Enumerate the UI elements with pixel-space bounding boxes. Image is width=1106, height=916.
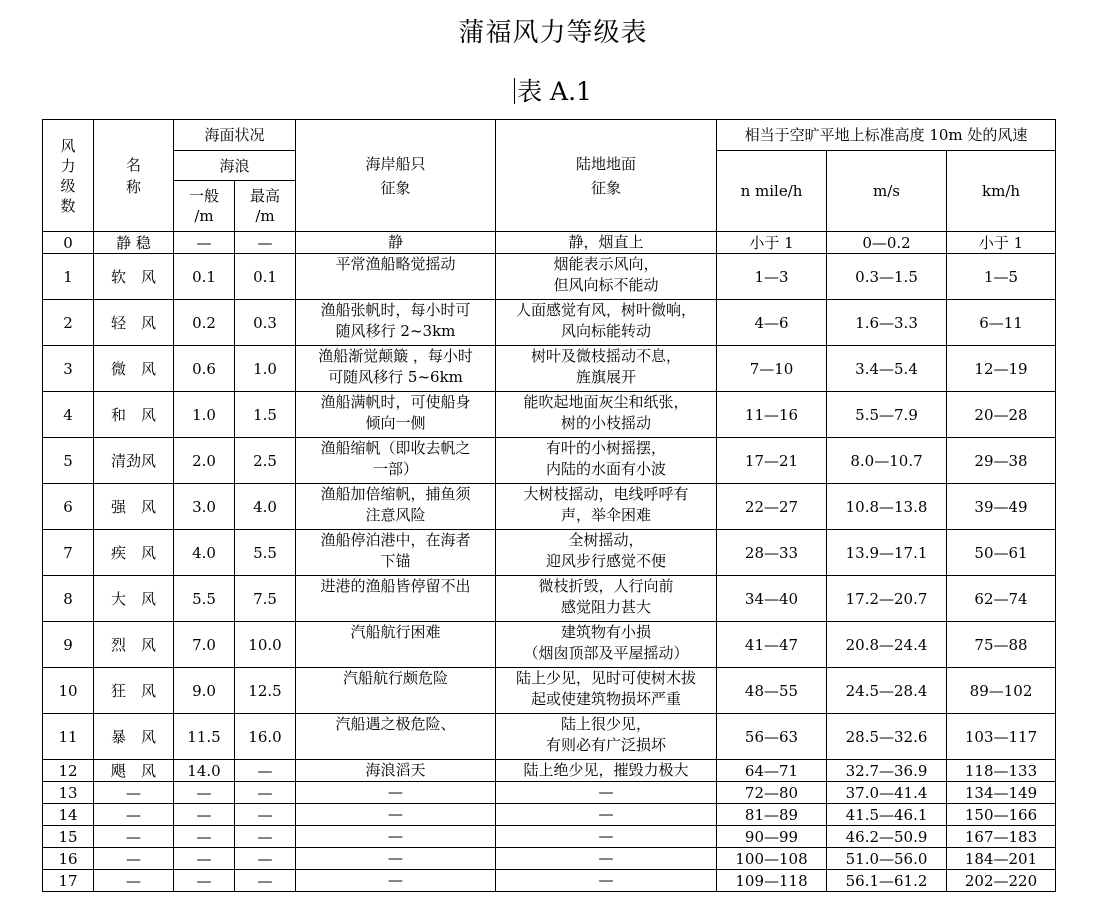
wave-avg-cell: 0.6 xyxy=(174,346,235,392)
land-sign-cell: 烟能表示风向， 但风向标不能动 xyxy=(496,254,717,300)
ship-sign-cell: 渔船张帆时，每小时可 随风移行 2~3km xyxy=(296,300,496,346)
name-cell: 暴 风 xyxy=(94,714,174,760)
header-wave-avg-text: 一般 /m xyxy=(188,187,219,225)
ship-sign-cell: 渔船满帆时，可使船身 倾向一侧 xyxy=(296,392,496,438)
land-sign-cell: 人面感觉有风，树叶微响， 风向标能转动 xyxy=(496,300,717,346)
knots-cell: 22—27 xyxy=(717,484,827,530)
document-title: 蒲福风力等级表 xyxy=(458,18,648,48)
land-sign-cell: — xyxy=(496,870,717,892)
wave-avg-cell: — xyxy=(174,232,235,254)
name-cell: — xyxy=(94,826,174,848)
level-cell: 5 xyxy=(43,438,94,484)
kmh-cell: 89—102 xyxy=(947,668,1056,714)
land-sign-cell: — xyxy=(496,848,717,870)
wave-max-cell: 16.0 xyxy=(235,714,296,760)
knots-cell: 17—21 xyxy=(717,438,827,484)
land-sign-cell: 大树枝摇动，电线呼呼有 声，举伞困难 xyxy=(496,484,717,530)
land-sign-cell: 能吹起地面灰尘和纸张， 树的小枝摇动 xyxy=(496,392,717,438)
knots-cell: 109—118 xyxy=(717,870,827,892)
name-cell: 轻 风 xyxy=(94,300,174,346)
kmh-cell: 184—201 xyxy=(947,848,1056,870)
name-cell: — xyxy=(94,782,174,804)
name-cell: 狂 风 xyxy=(94,668,174,714)
header-level-text: 风 力 级 数 xyxy=(60,136,76,215)
name-cell: 微 风 xyxy=(94,346,174,392)
ms-cell: 28.5—32.6 xyxy=(827,714,947,760)
wave-max-cell: — xyxy=(235,870,296,892)
kmh-cell: 50—61 xyxy=(947,530,1056,576)
knots-cell: 90—99 xyxy=(717,826,827,848)
ms-cell: 5.5—7.9 xyxy=(827,392,947,438)
kmh-cell: 150—166 xyxy=(947,804,1056,826)
name-cell: 和 风 xyxy=(94,392,174,438)
wave-max-cell: 0.3 xyxy=(235,300,296,346)
wave-avg-cell: — xyxy=(174,826,235,848)
level-cell: 10 xyxy=(43,668,94,714)
name-cell: 疾 风 xyxy=(94,530,174,576)
kmh-cell: 167—183 xyxy=(947,826,1056,848)
wave-avg-cell: 0.1 xyxy=(174,254,235,300)
ship-sign-cell: — xyxy=(296,848,496,870)
land-sign-cell: 微枝折毁，人行向前 感觉阻力甚大 xyxy=(496,576,717,622)
wave-max-cell: — xyxy=(235,232,296,254)
ship-sign-cell: 渔船停泊港中，在海者 下锚 xyxy=(296,530,496,576)
level-cell: 15 xyxy=(43,826,94,848)
wave-max-cell: 5.5 xyxy=(235,530,296,576)
table-row xyxy=(43,714,1056,760)
kmh-cell: 39—49 xyxy=(947,484,1056,530)
knots-cell: 48—55 xyxy=(717,668,827,714)
ms-cell: 37.0—41.4 xyxy=(827,782,947,804)
wave-avg-cell: 3.0 xyxy=(174,484,235,530)
wave-max-cell: — xyxy=(235,804,296,826)
name-cell: 静 稳 xyxy=(94,232,174,254)
header-name-text: 名 称 xyxy=(125,155,141,196)
table-row xyxy=(43,782,1056,804)
wave-avg-cell: 0.2 xyxy=(174,300,235,346)
ms-cell: 32.7—36.9 xyxy=(827,760,947,782)
ship-sign-cell: — xyxy=(296,782,496,804)
level-cell: 9 xyxy=(43,622,94,668)
kmh-cell: 103—117 xyxy=(947,714,1056,760)
table-caption xyxy=(0,72,1106,108)
knots-cell: 28—33 xyxy=(717,530,827,576)
knots-cell: 11—16 xyxy=(717,392,827,438)
ship-sign-cell: 渔船缩帆（即收去帆之 一部） xyxy=(296,438,496,484)
header-wave-max-text: 最高 /m xyxy=(250,187,281,225)
table-row xyxy=(43,804,1056,826)
wave-avg-cell: — xyxy=(174,782,235,804)
kmh-cell: 20—28 xyxy=(947,392,1056,438)
header-wave-max xyxy=(235,181,296,232)
wave-max-cell: — xyxy=(235,782,296,804)
level-cell: 1 xyxy=(43,254,94,300)
ms-cell: 17.2—20.7 xyxy=(827,576,947,622)
name-cell: 清劲风 xyxy=(94,438,174,484)
kmh-cell: 6—11 xyxy=(947,300,1056,346)
table-row xyxy=(43,392,1056,438)
ship-sign-cell: 渔船加倍缩帆，捕鱼须 注意风险 xyxy=(296,484,496,530)
wave-avg-cell: 1.0 xyxy=(174,392,235,438)
wave-avg-cell: — xyxy=(174,848,235,870)
land-sign-cell: 建筑物有小损 （烟囱顶部及平屋摇动） xyxy=(496,622,717,668)
kmh-cell: 1—5 xyxy=(947,254,1056,300)
land-sign-cell: 陆上少见，见时可使树木拔 起或使建筑物损坏严重 xyxy=(496,668,717,714)
ms-cell: 10.8—13.8 xyxy=(827,484,947,530)
beaufort-table xyxy=(42,119,1056,892)
header-level xyxy=(43,120,94,232)
ms-cell: 56.1—61.2 xyxy=(827,870,947,892)
ship-sign-cell: 静 xyxy=(296,232,496,254)
name-cell: 飓 风 xyxy=(94,760,174,782)
wave-max-cell: 0.1 xyxy=(235,254,296,300)
table-row xyxy=(43,438,1056,484)
level-cell: 8 xyxy=(43,576,94,622)
kmh-cell: 75—88 xyxy=(947,622,1056,668)
name-cell: — xyxy=(94,848,174,870)
wave-max-cell: 10.0 xyxy=(235,622,296,668)
land-sign-cell: — xyxy=(496,782,717,804)
header-speed-group: 相当于空旷平地上标准高度 10m 处的风速 xyxy=(717,120,1056,151)
table-row xyxy=(43,576,1056,622)
ms-cell: 3.4—5.4 xyxy=(827,346,947,392)
table-header xyxy=(43,120,1056,232)
wave-avg-cell: 2.0 xyxy=(174,438,235,484)
table-body xyxy=(43,232,1056,892)
ship-sign-cell: — xyxy=(296,826,496,848)
knots-cell: 72—80 xyxy=(717,782,827,804)
ms-cell: 24.5—28.4 xyxy=(827,668,947,714)
level-cell: 3 xyxy=(43,346,94,392)
table-row xyxy=(43,232,1056,254)
land-sign-cell: 树叶及微枝摇动不息， 旌旗展开 xyxy=(496,346,717,392)
table-row xyxy=(43,760,1056,782)
wave-max-cell: 1.5 xyxy=(235,392,296,438)
kmh-cell: 118—133 xyxy=(947,760,1056,782)
wave-max-cell: 4.0 xyxy=(235,484,296,530)
wave-avg-cell: — xyxy=(174,870,235,892)
kmh-cell: 202—220 xyxy=(947,870,1056,892)
kmh-cell: 小于 1 xyxy=(947,232,1056,254)
wave-avg-cell: 7.0 xyxy=(174,622,235,668)
kmh-cell: 29—38 xyxy=(947,438,1056,484)
name-cell: 烈 风 xyxy=(94,622,174,668)
header-waves: 海浪 xyxy=(174,151,296,181)
table-row xyxy=(43,530,1056,576)
level-cell: 4 xyxy=(43,392,94,438)
wave-max-cell: — xyxy=(235,760,296,782)
level-cell: 14 xyxy=(43,804,94,826)
knots-cell: 100—108 xyxy=(717,848,827,870)
name-cell: — xyxy=(94,870,174,892)
ship-sign-cell: 汽船航行颇危险 xyxy=(296,668,496,714)
land-sign-cell: — xyxy=(496,804,717,826)
wave-avg-cell: 9.0 xyxy=(174,668,235,714)
wave-avg-cell: — xyxy=(174,804,235,826)
header-ship-text: 海岸船只 征象 xyxy=(365,154,426,197)
land-sign-cell: 全树摇动， 迎风步行感觉不便 xyxy=(496,530,717,576)
land-sign-cell: 静，烟直上 xyxy=(496,232,717,254)
text-cursor-icon xyxy=(514,78,515,104)
ship-sign-cell: 汽船遇之极危险、 xyxy=(296,714,496,760)
wave-max-cell: — xyxy=(235,848,296,870)
header-ship xyxy=(296,120,496,232)
table-caption-text: 表 A.1 xyxy=(517,77,592,106)
name-cell: — xyxy=(94,804,174,826)
ship-sign-cell: — xyxy=(296,804,496,826)
ms-cell: 13.9—17.1 xyxy=(827,530,947,576)
table-row xyxy=(43,254,1056,300)
name-cell: 大 风 xyxy=(94,576,174,622)
ms-cell: 0—0.2 xyxy=(827,232,947,254)
header-knots: n mile/h xyxy=(717,151,827,232)
table-row xyxy=(43,848,1056,870)
ms-cell: 41.5—46.1 xyxy=(827,804,947,826)
wave-max-cell: 1.0 xyxy=(235,346,296,392)
table-row xyxy=(43,484,1056,530)
knots-cell: 7—10 xyxy=(717,346,827,392)
header-name xyxy=(94,120,174,232)
ms-cell: 20.8—24.4 xyxy=(827,622,947,668)
ship-sign-cell: 汽船航行困难 xyxy=(296,622,496,668)
ms-cell: 0.3—1.5 xyxy=(827,254,947,300)
knots-cell: 34—40 xyxy=(717,576,827,622)
knots-cell: 81—89 xyxy=(717,804,827,826)
name-cell: 软 风 xyxy=(94,254,174,300)
ms-cell: 51.0—56.0 xyxy=(827,848,947,870)
level-cell: 17 xyxy=(43,870,94,892)
header-land xyxy=(496,120,717,232)
knots-cell: 4—6 xyxy=(717,300,827,346)
wave-max-cell: 12.5 xyxy=(235,668,296,714)
wave-max-cell: 7.5 xyxy=(235,576,296,622)
header-ms: m/s xyxy=(827,151,947,232)
name-cell: 强 风 xyxy=(94,484,174,530)
ship-sign-cell: 渔船渐觉颠簸 ，每小时 可随风移行 5~6km xyxy=(296,346,496,392)
ship-sign-cell: 海浪滔天 xyxy=(296,760,496,782)
level-cell: 7 xyxy=(43,530,94,576)
wave-max-cell: — xyxy=(235,826,296,848)
wave-avg-cell: 11.5 xyxy=(174,714,235,760)
kmh-cell: 12—19 xyxy=(947,346,1056,392)
header-land-text: 陆地地面 征象 xyxy=(576,154,637,197)
ship-sign-cell: — xyxy=(296,870,496,892)
table-row xyxy=(43,300,1056,346)
kmh-cell: 62—74 xyxy=(947,576,1056,622)
knots-cell: 小于 1 xyxy=(717,232,827,254)
wave-max-cell: 2.5 xyxy=(235,438,296,484)
ms-cell: 1.6—3.3 xyxy=(827,300,947,346)
level-cell: 2 xyxy=(43,300,94,346)
level-cell: 0 xyxy=(43,232,94,254)
land-sign-cell: 陆上绝少见，摧毁力极大 xyxy=(496,760,717,782)
level-cell: 16 xyxy=(43,848,94,870)
knots-cell: 1—3 xyxy=(717,254,827,300)
wave-avg-cell: 14.0 xyxy=(174,760,235,782)
level-cell: 12 xyxy=(43,760,94,782)
level-cell: 11 xyxy=(43,714,94,760)
level-cell: 13 xyxy=(43,782,94,804)
ms-cell: 8.0—10.7 xyxy=(827,438,947,484)
table-row xyxy=(43,870,1056,892)
knots-cell: 64—71 xyxy=(717,760,827,782)
land-sign-cell: — xyxy=(496,826,717,848)
table-row xyxy=(43,622,1056,668)
header-kmh: km/h xyxy=(947,151,1056,232)
land-sign-cell: 陆上很少见， 有则必有广泛损坏 xyxy=(496,714,717,760)
level-cell: 6 xyxy=(43,484,94,530)
wave-avg-cell: 5.5 xyxy=(174,576,235,622)
table-row xyxy=(43,346,1056,392)
wave-avg-cell: 4.0 xyxy=(174,530,235,576)
table-row xyxy=(43,668,1056,714)
land-sign-cell: 有叶的小树摇摆， 内陆的水面有小波 xyxy=(496,438,717,484)
knots-cell: 41—47 xyxy=(717,622,827,668)
table-row xyxy=(43,826,1056,848)
header-wave-avg xyxy=(174,181,235,232)
kmh-cell: 134—149 xyxy=(947,782,1056,804)
header-sea-state: 海面状况 xyxy=(174,120,296,151)
ship-sign-cell: 平常渔船略觉摇动 xyxy=(296,254,496,300)
ms-cell: 46.2—50.9 xyxy=(827,826,947,848)
knots-cell: 56—63 xyxy=(717,714,827,760)
ship-sign-cell: 进港的渔船皆停留不出 xyxy=(296,576,496,622)
